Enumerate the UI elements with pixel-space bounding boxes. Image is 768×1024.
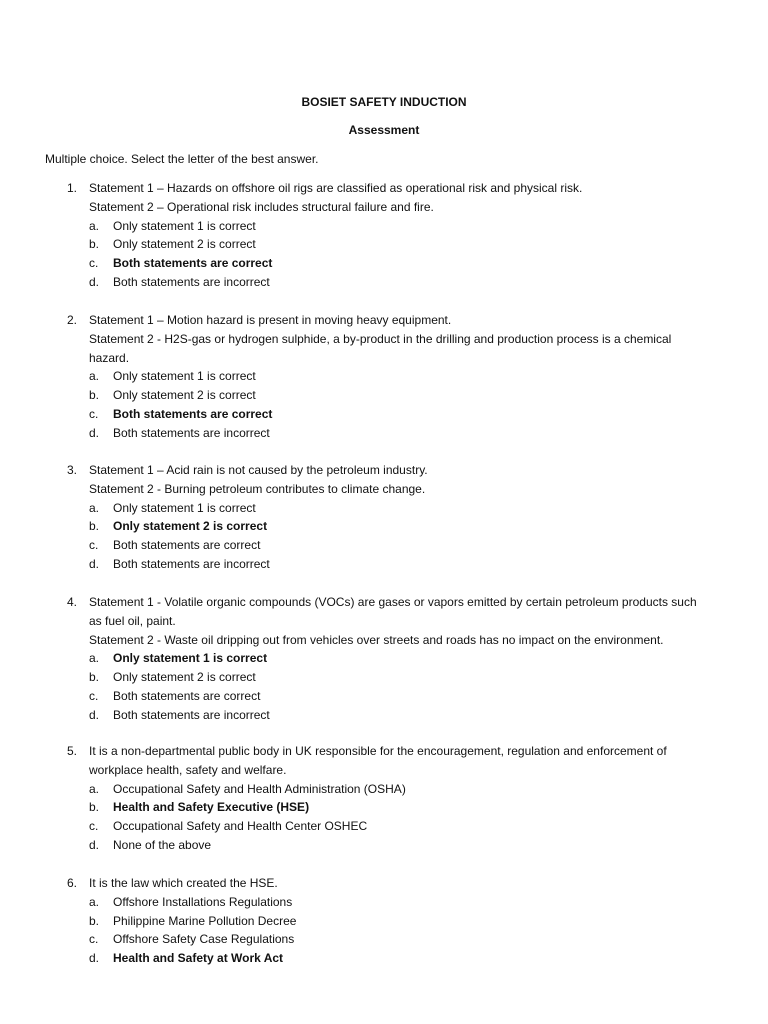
option-text: Both statements are incorrect	[113, 274, 270, 289]
option-text: Only statement 1 is correct	[113, 500, 256, 515]
option-text: Both statements are incorrect	[113, 556, 270, 571]
option-text: Philippine Marine Pollution Decree	[113, 913, 297, 928]
question-4	[67, 593, 707, 725]
answer-options	[89, 217, 707, 292]
question-statement: Statement 1 – Acid rain is not caused by the petroleum industry.	[89, 463, 428, 477]
answer-option-d[interactable]	[89, 555, 707, 574]
option-text: Only statement 2 is correct	[113, 519, 268, 534]
answer-option-b[interactable]	[89, 235, 707, 254]
option-text: Only statement 1 is correct	[113, 651, 268, 666]
question-statement: Statement 1 - Volatile organic compounds (VOCs) are gases or vapors emitted by certain petroleum products such as fuel oil, paint.	[89, 595, 697, 628]
answer-option-c[interactable]	[89, 405, 707, 424]
answer-option-a[interactable]	[89, 649, 707, 668]
option-text: Both statements are correct	[113, 256, 273, 271]
question-statement: It is a non-departmental public body in UK responsible for the encouragement, regulation and enforcement of workplace health, safety and welfare.	[89, 744, 667, 777]
option-text: Only statement 2 is correct	[113, 237, 256, 252]
option-text: Only statement 2 is correct	[113, 670, 256, 685]
answer-option-c[interactable]	[89, 254, 707, 273]
question-1	[67, 179, 707, 292]
option-text: Both statements are correct	[113, 688, 261, 703]
document-title: BOSIET SAFETY INDUCTION	[301, 95, 467, 109]
answer-option-d[interactable]	[89, 273, 707, 292]
answer-option-b[interactable]	[89, 912, 707, 931]
question-statement: Statement 2 - Burning petroleum contributes to climate change.	[89, 481, 426, 496]
option-letter: c.	[89, 688, 99, 703]
option-letter: d.	[89, 951, 100, 966]
answer-option-d[interactable]	[89, 949, 707, 968]
option-text: Both statements are correct	[113, 406, 273, 421]
option-letter: b.	[89, 237, 100, 252]
option-letter: d.	[89, 425, 100, 440]
option-text: None of the above	[113, 837, 212, 852]
option-text: Occupational Safety and Health Center OSHEC	[113, 819, 368, 834]
question-body	[89, 461, 707, 574]
answer-option-c[interactable]	[89, 817, 707, 836]
question-statement: It is the law which created the HSE.	[89, 876, 278, 890]
question-number: 6.	[67, 876, 78, 890]
answer-options	[89, 499, 707, 574]
answer-option-a[interactable]	[89, 217, 707, 236]
answer-option-b[interactable]	[89, 668, 707, 687]
option-letter: a.	[89, 894, 100, 909]
option-letter: c.	[89, 538, 99, 553]
question-statement: Statement 1 – Motion hazard is present in moving heavy equipment.	[89, 313, 452, 327]
question-number: 5.	[67, 744, 78, 758]
option-letter: b.	[89, 519, 100, 534]
question-statement: Statement 2 – Operational risk includes structural failure and fire.	[89, 199, 434, 214]
question-5	[67, 742, 707, 855]
option-text: Occupational Safety and Health Administration (OSHA)	[113, 781, 406, 796]
option-letter: b.	[89, 670, 100, 685]
answer-options	[89, 893, 707, 968]
option-text: Only statement 1 is correct	[113, 218, 256, 233]
option-letter: a.	[89, 500, 100, 515]
question-body	[89, 874, 707, 968]
question-6	[67, 874, 707, 968]
question-number: 1.	[67, 181, 78, 195]
option-letter: c.	[89, 406, 99, 421]
option-text: Offshore Installations Regulations	[113, 894, 293, 909]
answer-option-a[interactable]	[89, 499, 707, 518]
answer-option-a[interactable]	[89, 893, 707, 912]
option-text: Health and Safety at Work Act	[113, 951, 284, 966]
answer-option-c[interactable]	[89, 687, 707, 706]
option-letter: c.	[89, 256, 99, 271]
answer-option-d[interactable]	[89, 424, 707, 443]
answer-option-a[interactable]	[89, 780, 707, 799]
option-letter: c.	[89, 932, 99, 947]
answer-option-a[interactable]	[89, 367, 707, 386]
option-text: Both statements are incorrect	[113, 425, 270, 440]
option-letter: d.	[89, 274, 100, 289]
option-letter: b.	[89, 800, 100, 815]
question-2	[67, 311, 707, 443]
option-text: Both statements are correct	[113, 538, 261, 553]
option-letter: a.	[89, 651, 100, 666]
option-letter: a.	[89, 218, 100, 233]
answer-options	[89, 780, 707, 855]
answer-option-d[interactable]	[89, 706, 707, 725]
option-letter: a.	[89, 781, 100, 796]
option-text: Health and Safety Executive (HSE)	[113, 800, 310, 815]
question-body	[89, 311, 707, 443]
answer-option-c[interactable]	[89, 930, 707, 949]
instructions-text: Multiple choice. Select the letter of the best answer.	[45, 152, 319, 166]
answer-options	[89, 649, 707, 724]
question-statement: Statement 1 – Hazards on offshore oil rigs are classified as operational risk and physical risk.	[89, 181, 583, 195]
question-3	[67, 461, 707, 574]
question-number: 2.	[67, 313, 78, 327]
answer-option-d[interactable]	[89, 836, 707, 855]
question-number: 3.	[67, 463, 78, 477]
question-statement: Statement 2 - Waste oil dripping out from vehicles over streets and roads has no impact on the environment.	[89, 632, 664, 647]
answer-option-c[interactable]	[89, 536, 707, 555]
answer-option-b[interactable]	[89, 386, 707, 405]
option-letter: a.	[89, 369, 100, 384]
option-text: Only statement 1 is correct	[113, 369, 256, 384]
question-statement: Statement 2 - H2S-gas or hydrogen sulphide, a by-product in the drilling and production process is a chemical hazard.	[89, 331, 672, 365]
option-letter: b.	[89, 388, 100, 403]
answer-options	[89, 367, 707, 442]
answer-option-b[interactable]	[89, 798, 707, 817]
question-number: 4.	[67, 595, 78, 609]
option-text: Only statement 2 is correct	[113, 388, 256, 403]
question-body	[89, 742, 707, 855]
option-letter: d.	[89, 707, 100, 722]
answer-option-b[interactable]	[89, 517, 707, 536]
option-letter: b.	[89, 913, 100, 928]
option-text: Offshore Safety Case Regulations	[113, 932, 295, 947]
document-subtitle: Assessment	[348, 123, 420, 137]
option-letter: d.	[89, 556, 100, 571]
option-letter: d.	[89, 837, 100, 852]
option-text: Both statements are incorrect	[113, 707, 270, 722]
question-body	[89, 179, 707, 292]
option-letter: c.	[89, 819, 99, 834]
question-body	[89, 593, 707, 725]
